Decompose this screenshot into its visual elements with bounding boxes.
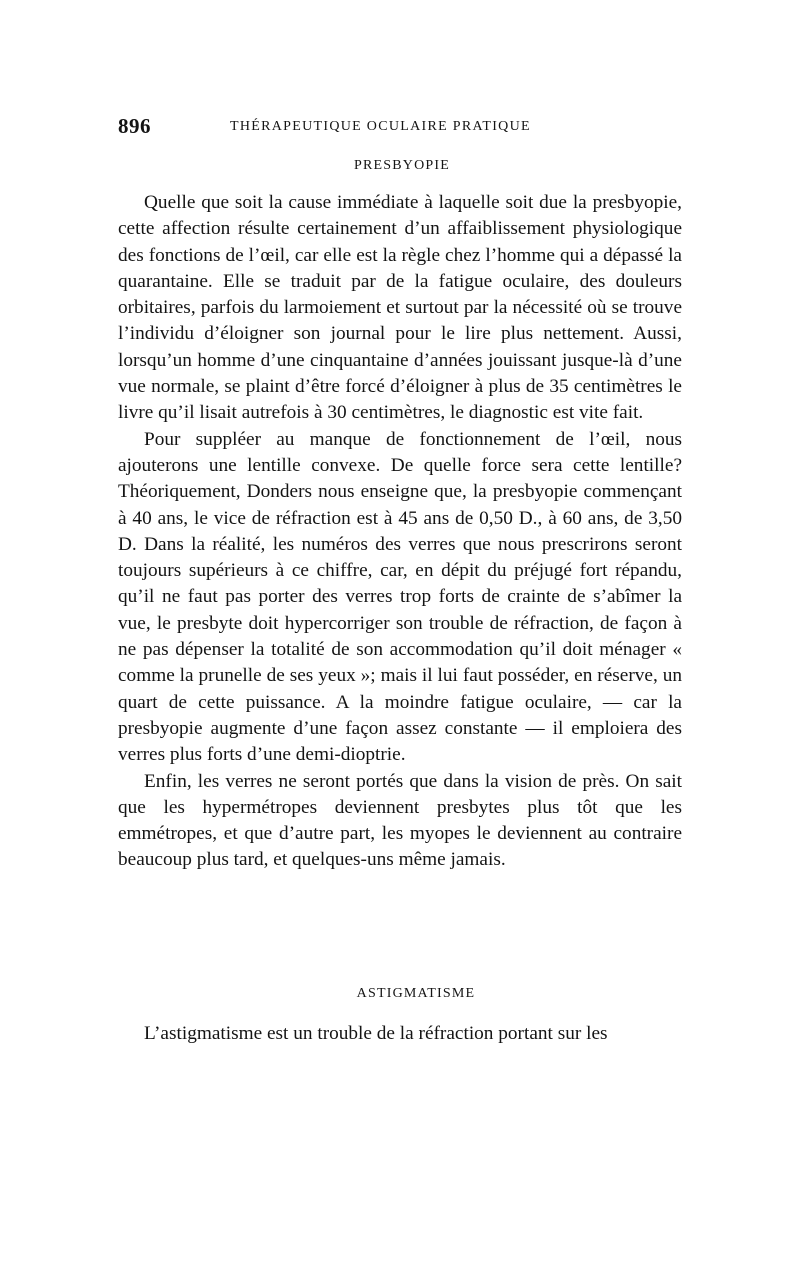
paragraph: Pour suppléer au manque de fonctionnement de l’œil, nous ajouterons une lentille convexe. De quelle force sera cette lentille? Théoriquement, Donders nous enseigne que, la presbyopie commençant à 40 ans, le vice de réfraction est à 45 ans de 0,50 D., à 60 ans, de 3,50 D. Dans la réalité, les numéros des verres que nous prescrirons seront toujours supérieurs à ce chiffre, car, en dépit du préjugé fort répandu, qu’il ne faut pas porter des verres trop forts de crainte de s’abîmer la vue, le presbyte doit hypercorriger son trouble de réfraction, de façon à ne pas dépenser la totalité de son accommodation qu’il doit ménager « comme la prunelle de ses yeux »; mais il lui faut posséder, en réserve, un quart de cette puissance. A la moindre fatigue oculaire, — car la presbyopie augmente d’une façon assez constante — il emploiera des verres plus forts d’une demi-dioptrie. [118, 428, 682, 766]
section-title-astigmatisme: ASTIGMATISME [356, 986, 476, 1001]
section-body-presbyopie [118, 190, 682, 874]
paragraph: Enfin, les verres ne seront portés que dans la vision de près. On sait que les hypermétropes deviennent presbytes plus tôt que les emmétropes, et que d’autre part, les myopes le deviennent au contraire beaucoup plus tard, et quelques-uns même jamais. [118, 770, 682, 871]
paragraph: Quelle que soit la cause immédiate à laquelle soit due la presbyopie, cette affection résulte certainement d’un affaiblissement physiologique des fonctions de l’œil, car elle est la règle chez l’homme qui a dépassé la quarantaine. Elle se traduit par de la fatigue oculaire, des douleurs orbitaires, parfois du larmoiement et surtout par la nécessité où se trouve l’individu d’éloigner son journal pour le lire plus nettement. Aussi, lorsqu’un homme d’une cinquantaine d’années jouissant jusque-là d’une vue normale, se plaint d’être forcé d’éloigner à plus de 35 centimètres le livre qu’il lisait autrefois à 30 centimètres, le diagnostic est vite fait. [118, 192, 682, 424]
paragraph: L’astigmatisme est un trouble de la réfraction portant sur les [144, 1023, 608, 1044]
running-title: THÉRAPEUTIQUE OCULAIRE PRATIQUE [230, 119, 531, 134]
page-number: 896 [118, 114, 151, 138]
section-body-astigmatisme [118, 1021, 682, 1047]
running-head [118, 114, 684, 140]
section-title-presbyopie: PRESBYOPIE [353, 158, 451, 173]
